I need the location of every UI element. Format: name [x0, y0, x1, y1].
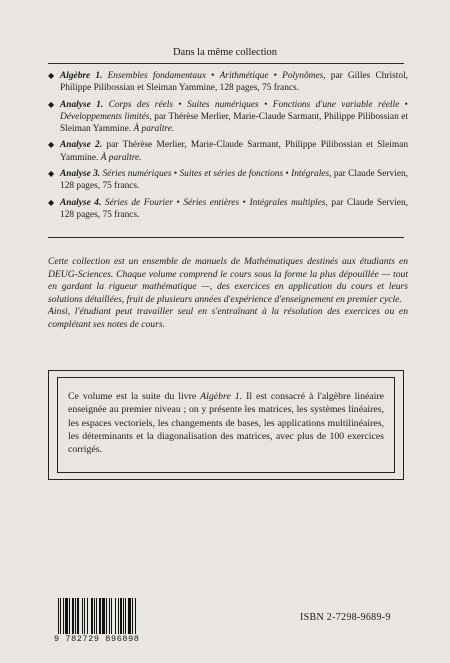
description-paragraph: Cette collection est un ensemble de manuels de Mathématiques destinés aux étudiants en DEUG-Sciences. Chaque volume comprend le cours sous la forme la plus dépouillée — tout en gardant la rigueur mathématique —, des exercices en application du cours et leurs solutions détaillées, fruit de plusieurs années d'expérience d'enseignement en premier cycle.	[48, 256, 408, 305]
book-authors: par Claude Servien, 128 pages, 75 francs.	[60, 197, 408, 220]
book-part: Polynômes,	[282, 71, 326, 81]
diamond-bullet-icon: ◆	[48, 99, 55, 109]
book-part: Séries numériques	[102, 169, 172, 180]
barcode-digits: 9 782729 896898	[54, 634, 140, 644]
description-paragraph: Ainsi, l'étudiant peut travailler seul en s'entraînant à la résolution des exercices ou en complétant ses notes de cours.	[48, 306, 408, 330]
diamond-bullet-icon: ◆	[48, 140, 55, 150]
book-title: Analyse 1.	[60, 99, 104, 110]
collection-description	[48, 256, 408, 332]
barcode-bar	[120, 598, 122, 634]
barcode-bar	[87, 598, 88, 634]
barcode-bar	[75, 598, 76, 634]
isbn: ISBN 2-7298-9689-9	[300, 612, 391, 623]
book-part: Développements limités,	[60, 111, 152, 122]
top-rule	[48, 63, 404, 64]
barcode-bar	[109, 598, 110, 634]
barcode-bar	[60, 598, 61, 634]
book-title: Analyse 2.	[60, 140, 103, 151]
book-note: À paraître.	[100, 152, 142, 163]
barcode-bar	[84, 598, 85, 634]
book-authors: par Thérèse Merlier, Marie-Claude Sarmant, Philippe Pilibossian et Sleiman Yammine.	[60, 140, 409, 163]
bottom-rule	[48, 237, 404, 238]
book-item: ◆ Analyse 1. Corps des réels • Suites numériques • Fonctions d'une variable réelle • Développements limités, par Thérèse Merlier, Marie-Claude Sarmant, Philippe Pilibossian et Sleiman Yammine. À paraître.	[48, 99, 408, 135]
barcode-bar	[91, 598, 93, 634]
barcode-bar	[125, 598, 126, 634]
collection-heading: Dans la même collection	[172, 47, 278, 58]
book-part: Séries entières	[183, 197, 240, 208]
diamond-bullet-icon: ◆	[48, 71, 55, 80]
book-item: ◆ Analyse 4. Séries de Fourier • Séries entières • Intégrales multiples, par Claude Servien, 128 pages, 75 francs.	[48, 197, 408, 220]
book-note: À paraître.	[133, 124, 175, 135]
book-title: Algèbre 1.	[60, 71, 103, 81]
book-part: Séries de Fourier	[104, 197, 173, 208]
summary-text: Ce volume est la suite du livre	[68, 391, 197, 402]
barcode-bar	[132, 598, 133, 634]
book-item: ◆ Algèbre 1. Ensembles fondamentaux • Arithmétique • Polynômes, par Gilles Christol, Philippe Pilibossian et Sleiman Yammine, 128 pages, 75 francs.	[48, 71, 409, 94]
book-part: Ensembles fondamentaux	[107, 71, 206, 81]
barcode-bar	[63, 598, 64, 634]
book-part: Arithmétique	[219, 71, 269, 81]
diamond-bullet-icon: ◆	[48, 197, 55, 207]
book-part: Suites et séries de fonctions	[179, 169, 284, 180]
book-part: Suites numériques	[187, 99, 259, 110]
summary-text: Il est consacré à l'algèbre linéaire enseignée au premier niveau ; on y présente les matrices, les systèmes linéaires, les espaces vectoriels, les changements de bases, les applications multilinéaires, les déterminants et la diagonalisation des matrices, avec plus de 100 exercices corrigés.	[68, 391, 384, 456]
book-item	[48, 139, 408, 164]
diamond-bullet-icon: ◆	[48, 169, 55, 179]
barcode-bar	[58, 598, 59, 634]
summary-box	[57, 377, 395, 473]
book-part: Fonctions d'une variable réelle	[272, 99, 400, 110]
book-list	[48, 70, 408, 225]
book-authors: par Gilles Christol, Philippe Pilibossian et Sleiman Yammine, 128 pages, 75 francs.	[60, 71, 409, 94]
book-authors: par Thérèse Merlier, Marie-Claude Sarmant, Philippe Pilibossian et Sleiman Yammine.	[60, 111, 408, 135]
barcode-bar	[99, 598, 101, 634]
barcode-bar	[111, 598, 112, 634]
book-part: Intégrales,	[291, 169, 332, 180]
barcode-bar	[77, 598, 79, 634]
barcode-bar	[82, 598, 83, 634]
barcode	[58, 598, 168, 634]
barcode-bar	[102, 598, 105, 634]
barcode-bar	[135, 598, 136, 634]
barcode-bar	[123, 598, 124, 634]
book-authors: par Claude Servien, 128 pages, 75 francs.	[60, 169, 409, 192]
barcode-bar	[115, 598, 116, 634]
summary-book-ref: Algèbre 1.	[200, 391, 243, 402]
barcode-bar	[106, 598, 107, 634]
book-part: Corps des réels	[108, 99, 174, 110]
book-title: Analyse 4.	[60, 197, 102, 208]
barcode-bar	[69, 598, 70, 634]
summary-frame	[48, 370, 404, 480]
book-part: Intégrales multiples,	[249, 197, 328, 208]
barcode-bar	[118, 598, 119, 634]
barcode-bar	[72, 598, 74, 634]
book-item: ◆ Analyse 3. Séries numériques • Suites et séries de fonctions • Intégrales, par Claude Servien, 128 pages, 75 francs.	[48, 169, 409, 192]
barcode-bar	[96, 598, 97, 634]
barcode-bar	[65, 598, 68, 634]
barcode-bar	[94, 598, 95, 634]
book-title: Analyse 3.	[60, 169, 101, 180]
barcode-bar	[128, 598, 131, 634]
